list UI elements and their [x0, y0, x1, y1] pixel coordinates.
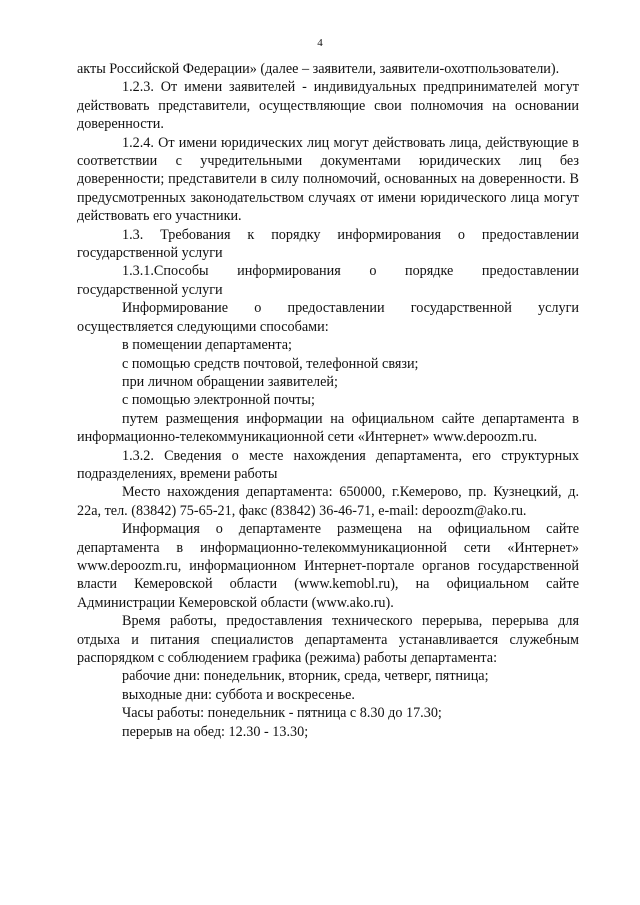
subsection-heading-1-3-1: 1.3.1.Способы информирования о порядке предоставлении государственной услуги	[77, 263, 579, 298]
list-item-days-off: выходные дни: суббота и воскресенье.	[122, 686, 355, 703]
list-item-lunch-break: перерыв на обед: 12.30 - 13.30;	[122, 723, 309, 740]
paragraph-1-2-4: 1.2.4. От имени юридических лиц могут действовать лица, действующие в соответствии с учредительными документами юридических лиц без доверенности; представители в силу полномочий, основанных на доверенности. В предусмотренных законодательством случаях от имени юридического лица могут действовать его участники.	[77, 134, 579, 225]
list-item-working-days: рабочие дни: понедельник, вторник, среда, четверг, пятница;	[122, 668, 489, 685]
subsection-heading-1-3-2: 1.3.2. Сведения о месте нахождения департамента, его структурных подразделениях, времени работы	[77, 447, 579, 482]
list-item-working-hours: Часы работы: понедельник - пятница с 8.30 до 17.30;	[122, 705, 442, 722]
list-item-method-4: с помощью электронной почты;	[122, 392, 315, 409]
paragraph-address: Место нахождения департамента: 650000, г.Кемерово, пр. Кузнецкий, д. 22а, тел. (83842) 75-65-21, факс (83842) 36-46-71, e-mail: depoozm@ako.ru.	[77, 484, 579, 519]
paragraph-1-2-3: 1.2.3. От имени заявителей - индивидуальных предпринимателей могут действовать представители, осуществляющие свои полномочия на основании доверенности.	[77, 79, 579, 133]
paragraph-websites: Информация о департаменте размещена на официальном сайте департамента в информационно-телекоммуникационной сети «Интернет» www.depoozm.ru, информационном Интернет-портале органов государственной власти Кемеровской области (www.kemobl.ru), на официальном сайте Администрации Кемеровской области (www.ako.ru).	[77, 521, 579, 611]
paragraph-informing-methods: Информирование о предоставлении государственной услуги осуществляется следующими способами:	[77, 300, 579, 335]
list-item-method-3: при личном обращении заявителей;	[122, 373, 338, 390]
document-body	[77, 60, 579, 741]
paragraph-work-schedule: Время работы, предоставления технического перерыва, перерыва для отдыха и питания специалистов департамента устанавливается служебным распорядком с соблюдением графика (режима) работы департамента:	[77, 613, 579, 666]
list-item-method-1: в помещении департамента;	[122, 337, 292, 354]
list-item-method-2: с помощью средств почтовой, телефонной связи;	[122, 355, 419, 372]
page-number: 4	[317, 37, 323, 49]
paragraph-website-method: путем размещения информации на официальном сайте департамента в информационно-телекоммуникационной сети «Интернет» www.depoozm.ru.	[77, 410, 579, 446]
paragraph-continuation: акты Российской Федерации» (далее – заявители, заявители-охотпользователи).	[77, 61, 560, 77]
section-heading-1-3: 1.3. Требования к порядку информирования о предоставлении государственной услуги	[77, 226, 579, 262]
